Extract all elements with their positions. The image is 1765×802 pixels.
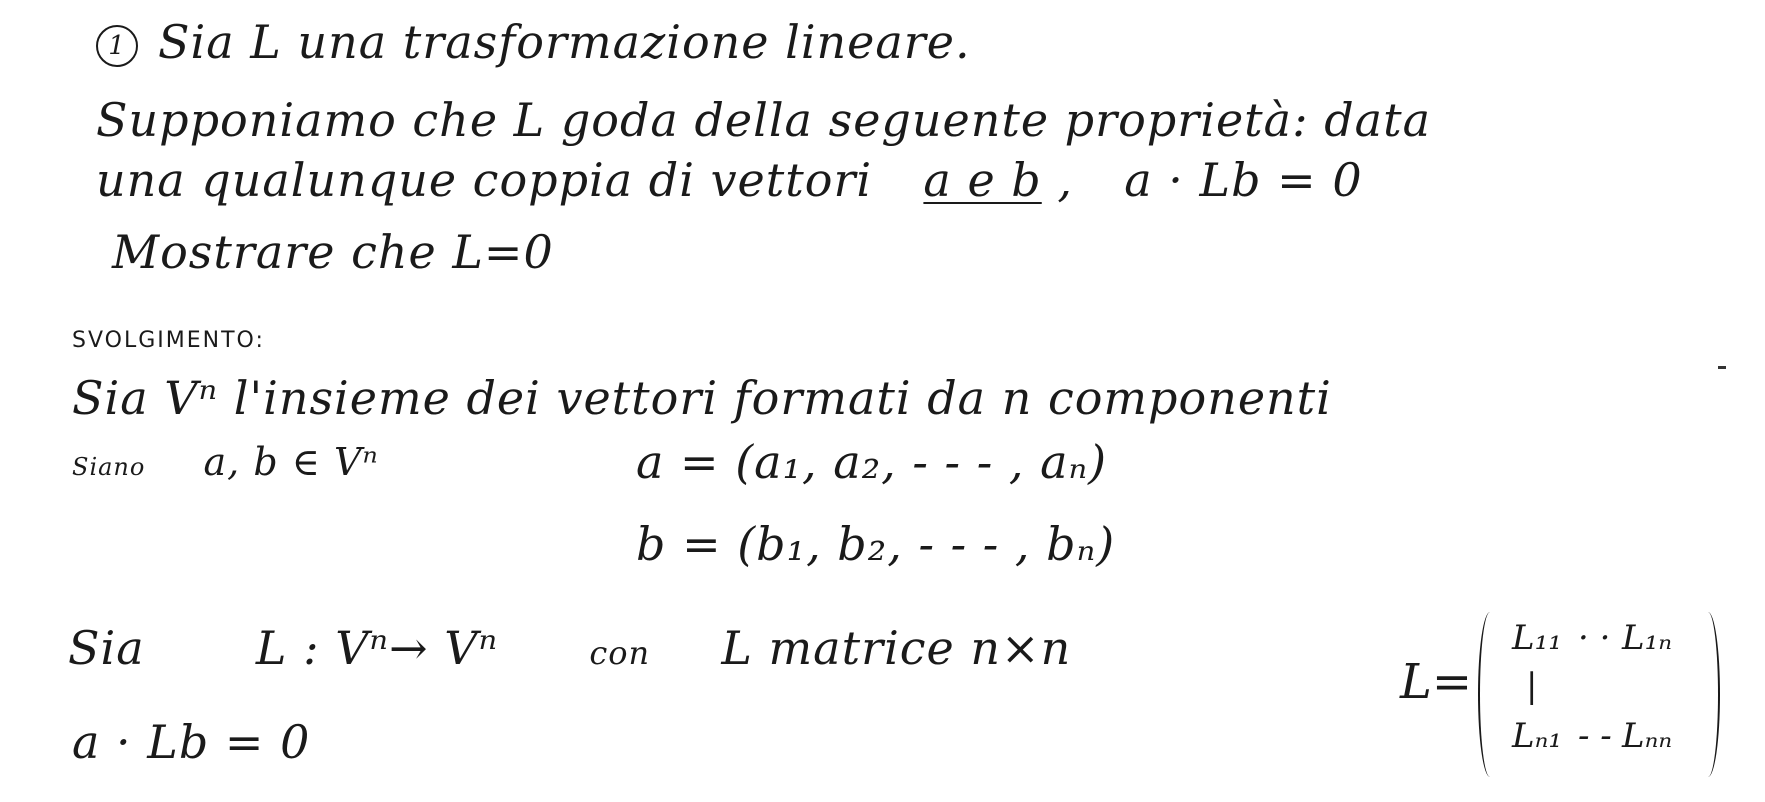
matrix-mid-bar: | (1526, 666, 1538, 706)
sia-label: Sia (68, 621, 145, 675)
matrix-L (1400, 612, 1720, 782)
mapping: L : Vⁿ→ Vⁿ (255, 621, 499, 675)
solution-heading: SVOLGIMENTO: (72, 328, 265, 353)
matrix-cell-n1: Lₙ₁ (1512, 716, 1562, 756)
problem-number: 1 (96, 25, 138, 67)
solution-line-3 (68, 620, 1071, 681)
con-label: con (589, 634, 651, 672)
solution-line-4: a · Lb = 0 (72, 715, 311, 769)
matrix-cell-nn: Lₙₙ (1622, 716, 1673, 756)
vector-b-def: b = (b₁, b₂, - - - , bₙ) (636, 517, 1116, 571)
matrix-left-paren (1478, 612, 1502, 777)
matrix-description: L matrice n×n (721, 621, 1072, 675)
matrix-top-dots: · · (1578, 618, 1611, 658)
problem-line-2: Supponiamo che L goda della seguente proprietà: data (96, 93, 1431, 147)
matrix-right-paren (1696, 612, 1720, 777)
problem-condition: a · Lb = 0 (1124, 153, 1363, 207)
vector-a-def: a = (a₁, a₂, - - - , aₙ) (636, 435, 1108, 489)
problem-vectors-ab: a e b (923, 153, 1042, 207)
problem-line-3-text: una qualunque coppia di vettori (96, 153, 873, 207)
problem-line-4: Mostrare che L=0 (112, 225, 554, 279)
solution-line-2 (72, 434, 379, 495)
matrix-label: L= (1400, 654, 1473, 710)
matrix-cell-11: L₁₁ (1512, 618, 1562, 658)
stray-mark (1718, 366, 1726, 369)
matrix-bottom-dots: - - (1578, 716, 1612, 756)
siano-label: Siano (72, 453, 146, 481)
solution-line-1: Sia Vⁿ l'insieme dei vettori formati da n componenti (72, 371, 1332, 425)
matrix-cell-1n: L₁ₙ (1622, 618, 1672, 658)
problem-comma: , (1057, 153, 1073, 207)
siano-vars: a, b ∈ Vⁿ (203, 440, 379, 484)
problem-line-1 (96, 14, 971, 70)
problem-line-3 (96, 152, 1363, 208)
problem-text-1: Sia L una trasformazione lineare. (158, 15, 971, 69)
